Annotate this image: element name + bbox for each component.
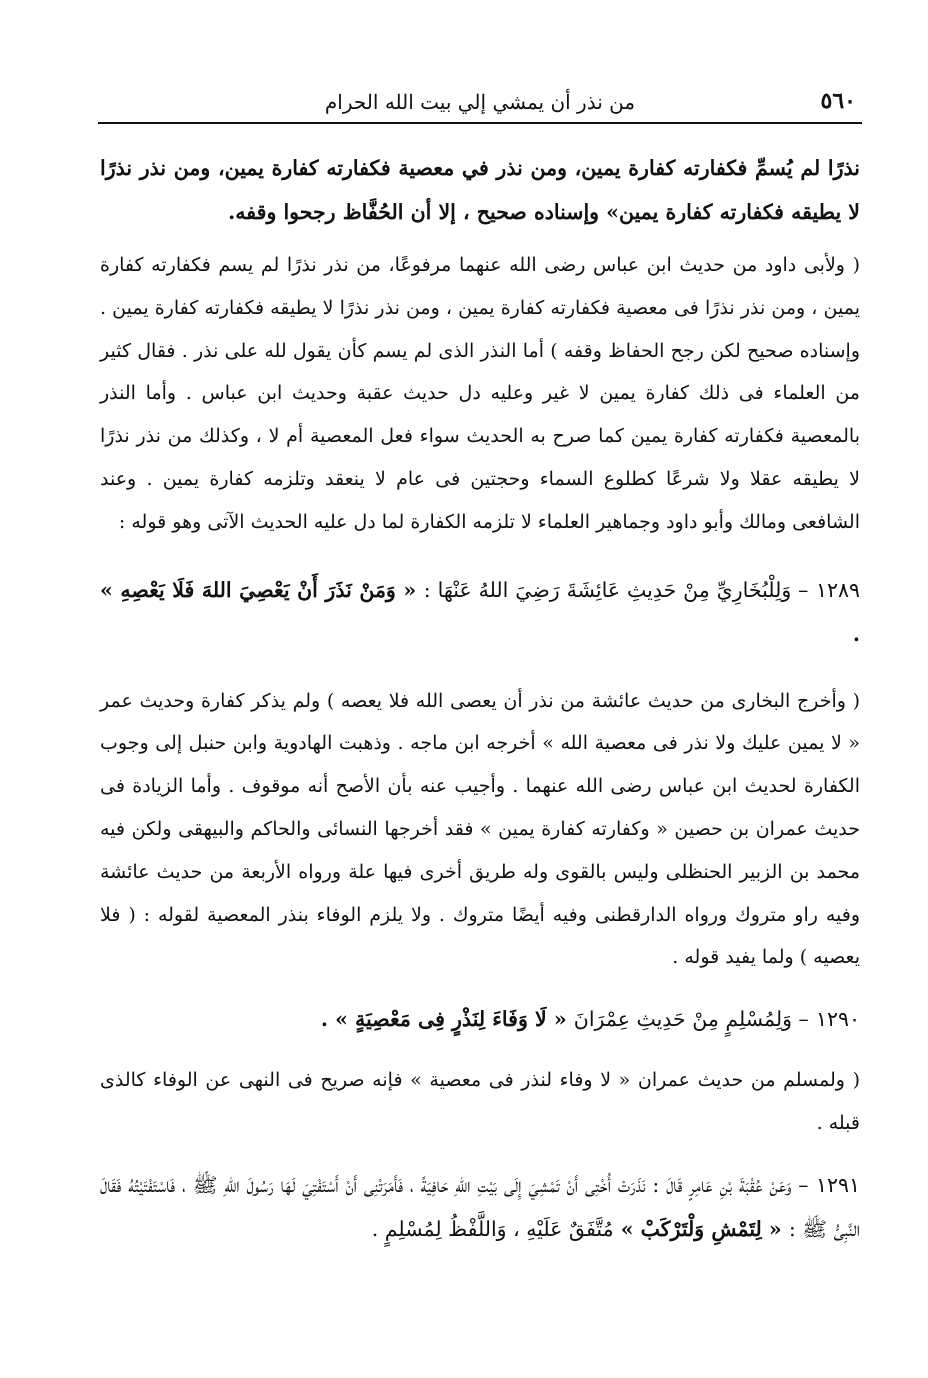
spacer	[100, 656, 860, 680]
hadith-text: « وَمَنْ نَذَرَ أَنْ يَعْصِيَ اللهَ فَلَا يَعْصِهِ » .	[100, 577, 860, 646]
hadith-continuation: نذرًا لم يُسمِّ فكفارته كفارة يمين، ومن نذر في معصية فكفارته كفارة يمين، ومن نذر نذرًا لا يطيقه فكفارته كفارة يمين» وإسناده صحيح ، إلا أن الحُفَّاظ رجحوا وقفه.	[100, 156, 860, 224]
hadith-1290	[100, 997, 860, 1041]
hadith-1289	[100, 568, 860, 656]
hadith-isnad: – وَلِمُسْلِمٍ مِنْ حَدِيثِ عِمْرَانَ	[573, 1007, 809, 1032]
running-title: من نذر أن يمشي إلي بيت الله الحرام	[324, 90, 636, 114]
page-body	[100, 146, 860, 1251]
hadith-1291	[100, 1163, 860, 1251]
hadith-attribution: مُتَّفَقٌ عَلَيْهِ ، وَاللَّفْظُ لِمُسْلِمٍ .	[371, 1216, 614, 1241]
page-number: ٥٦٠	[820, 88, 856, 114]
commentary-paragraph: ( ولأبى داود من حديث ابن عباس رضى الله عنهما مرفوعًا، من نذر نذرًا لم يسم فكفارته كفارة يمين ، ومن نذر نذرًا فى معصية فكفارته كفارة يمين ، ومن نذر نذرًا لا يطيقه فكفارته كفارة يمين . وإسناده صحيح لكن رجح الحفاظ وقفه ) أما النذر الذى لم يسم كأن يقول لله على نذر . فقال كثير من العلماء فى ذلك كفارة يمين لا غير وعليه دل حديث عقبة وحديث ابن عباس . وأما النذر بالمعصية فكفارته كفارة يمين كما صرح به الحديث سواء فعل المعصية أم لا ، وكذلك من نذر نذرًا لا يطيقه عقلا ولا شرعًا كطلوع السماء وحجتين فى عام لا ينعقد وتلزمه كفارة يمين . وعند الشافعى ومالك وأبو داود وجماهير العلماء لا تلزمه الكفارة لما دل عليه الحديث الآتى وهو قوله :	[100, 254, 860, 533]
hadith-text: « لِتَمْشِ وَلْتَرْكَبْ »	[620, 1216, 782, 1241]
commentary-paragraph: ( ولمسلم من حديث عمران « لا وفاء لنذر فى معصية » فإنه صريح فى النهى عن الوفاء كالذى قبله .	[100, 1069, 860, 1134]
spacer	[100, 979, 860, 997]
hadith-number: ١٢٩١	[815, 1172, 861, 1197]
spacer	[100, 1145, 860, 1163]
hadith-text: « لَا وَفَاءَ لِنَذْرٍ فِى مَعْصِيَةٍ » .	[320, 1007, 567, 1032]
hadith-isnad: – وَلِلْبُخَارِيِّ مِنْ حَدِيثِ عَائِشَةَ رَضِيَ اللهُ عَنْهَا :	[423, 577, 809, 602]
commentary-paragraph: ( وأخرج البخارى من حديث عائشة من نذر أن يعصى الله فلا يعصه ) ولم يذكر كفارة وحديث عمر « لا يمين عليك ولا نذر فى معصية الله » أخرجه ابن ماجه . وذهبت الهادوية وابن حنبل إلى وجوب الكفارة لحديث ابن عباس رضى الله عنهما . وأجيب عنه بأن الأصح أنه موقوف . وأما الزيادة فى حديث عمران بن حصين « وكفارته كفارة يمين » فقد أخرجها النسائى والحاكم والبيهقى ولكن فيه محمد بن الزبير الحنظلى وليس بالقوى وله طريق أخرى فيها علة ورواه الأربعة من حديث عائشة وفيه راو متروك ورواه الدارقطنى وفيه أيضًا متروك . ولا يلزم الوفاء بنذر المعصية لقوله : ( فلا يعصيه ) ولما يفيد قوله .	[100, 689, 860, 969]
hadith-isnad: – وَعَنْ عُقْبَةَ بْنِ عَامِرٍ قَالَ : نَذَرَتْ أُخْتِى أَنْ تَمْشِيَ إِلَى بَيْتِ اللهِ حَافِيَةً ، فَأَمَرَتْنِى أَنْ أَسْتَفْتِيَ لَهَا رَسُولَ اللهِ ﷺ ، فَاسْتَفْتَيْتُهُ فَقَالَ النَّبِىُّ ﷺ :	[100, 1172, 860, 1241]
spacer	[100, 234, 860, 244]
spacer	[100, 1041, 860, 1059]
page-header	[98, 82, 862, 124]
hadith-number: ١٢٨٩	[815, 577, 861, 602]
spacer	[100, 544, 860, 568]
hadith-number: ١٢٩٠	[815, 1007, 860, 1032]
